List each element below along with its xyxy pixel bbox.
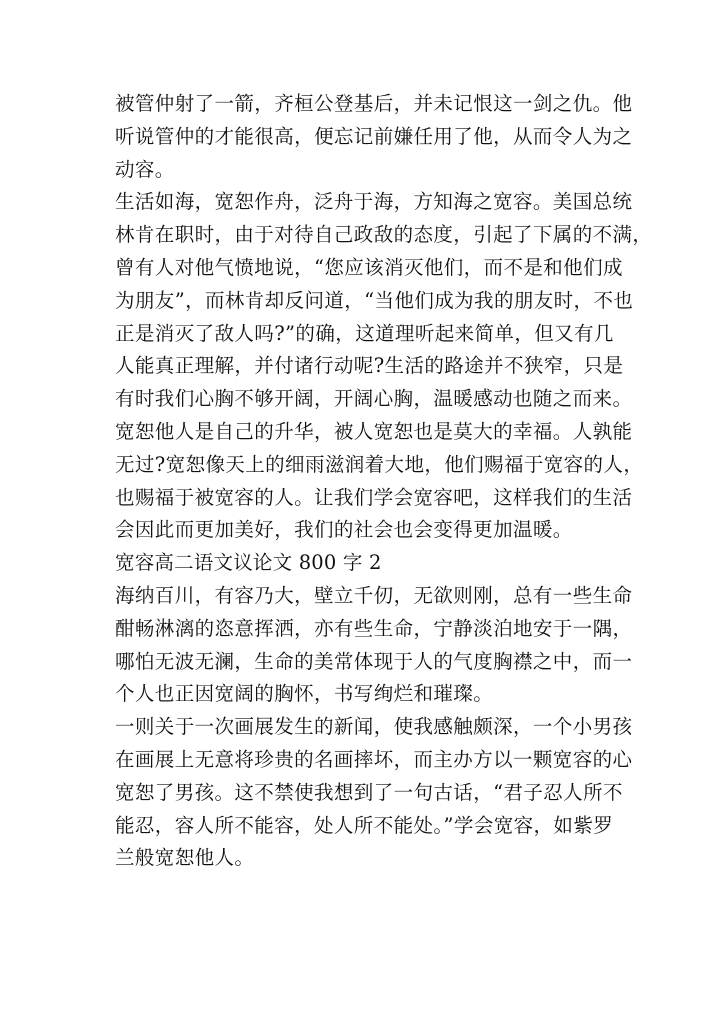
section-heading: 宽容高二语文议论文 800 字 2 xyxy=(115,551,382,575)
text-line: 生活如海，宽恕作舟，泛舟于海，方知海之宽容。美国总统 xyxy=(115,190,633,214)
text-line: 兰般宽恕他人。 xyxy=(115,846,255,870)
text-line: 哪怕无波无澜，生命的美常体现于人的气度胸襟之中，而一 xyxy=(115,649,633,673)
text-line: 无过?宽恕像天上的细雨滋润着大地，他们赐福于宽容的人， xyxy=(115,452,644,476)
text-line: 一则关于一次画展发生的新闻，使我感触颇深，一个小男孩 xyxy=(115,715,633,739)
text-line: 宽恕了男孩。这不禁使我想到了一句古话，“君子忍人所不 xyxy=(115,780,623,804)
text-line: 人能真正理解，并付诸行动呢?生活的路途并不狭窄，只是 xyxy=(115,354,624,378)
text-line: 也赐福于被宽容的人。让我们学会宽容吧，这样我们的生活 xyxy=(115,485,633,509)
text-line: 能忍，容人所不能容，处人所不能处。”学会宽容，如紫罗 xyxy=(115,813,614,837)
text-line: 曾有人对他气愤地说，“您应该消灭他们，而不是和他们成 xyxy=(115,255,623,279)
text-line: 海纳百川，有容乃大，壁立千仞，无欲则刚，总有一些生命 xyxy=(115,583,633,607)
text-line: 在画展上无意将珍贵的名画摔坏，而主办方以一颗宽容的心 xyxy=(115,747,633,771)
text-line: 动容。 xyxy=(115,157,175,181)
text-line: 有时我们心胸不够开阔，开阔心胸，温暖感动也随之而来。 xyxy=(115,387,633,411)
body-text xyxy=(115,88,653,875)
text-line: 宽恕他人是自己的升华，被人宽恕也是莫大的幸福。人孰能 xyxy=(115,419,633,443)
text-line: 听说管仲的才能很高，便忘记前嫌任用了他，从而令人为之 xyxy=(115,124,633,148)
text-line: 酣畅淋漓的恣意挥洒，亦有些生命，宁静淡泊地安于一隅， xyxy=(115,616,633,640)
text-line: 被管仲射了一箭，齐桓公登基后，并未记恨这一剑之仇。他 xyxy=(115,92,633,115)
text-line: 会因此而更加美好，我们的社会也会变得更加温暖。 xyxy=(115,518,573,542)
text-line: 林肯在职时，由于对待自己政敌的态度，引起了下属的不满， xyxy=(115,223,653,247)
text-line: 正是消灭了敌人吗?”的确，这道理听起来简单，但又有几 xyxy=(115,321,614,345)
text-line: 个人也正因宽阔的胸怀，书写绚烂和璀璨。 xyxy=(115,682,494,706)
text-line: 为朋友”，而林肯却反问道，“当他们成为我的朋友时，不也 xyxy=(115,288,634,312)
